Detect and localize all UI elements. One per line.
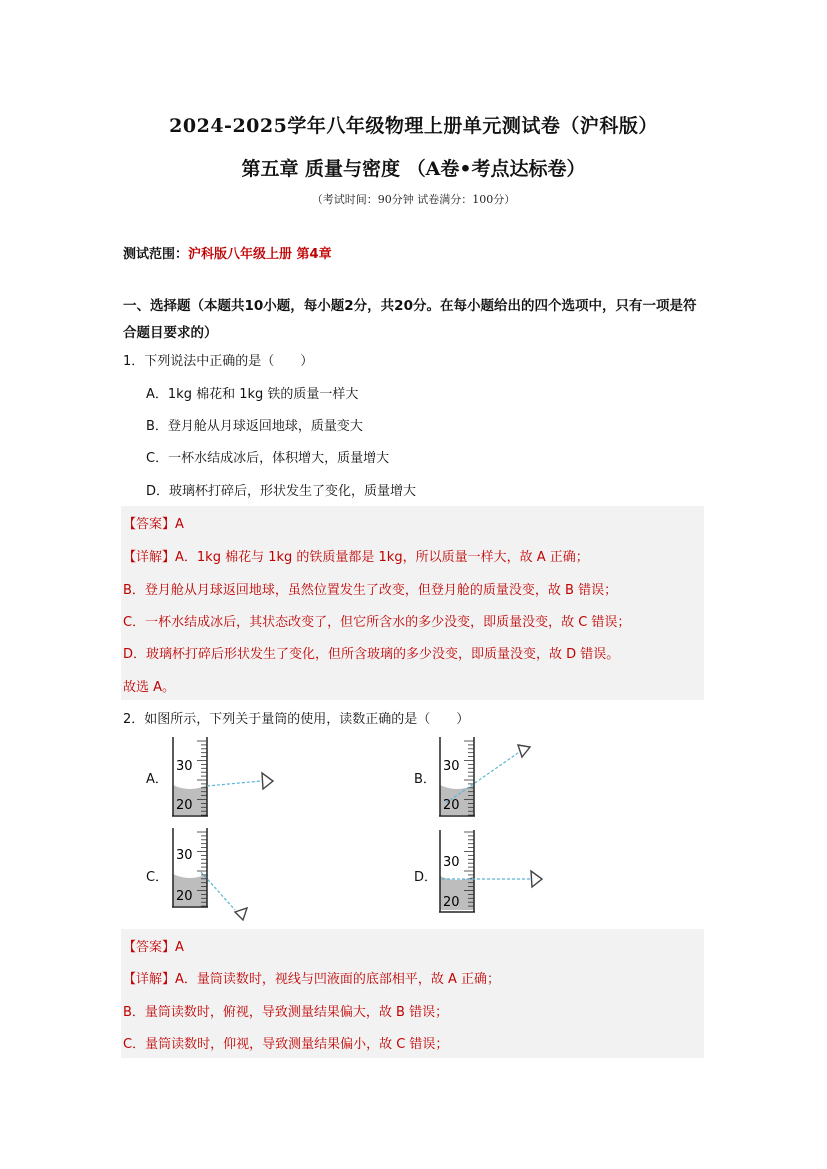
- q2-explanation-line: C．量筒读数时，仰视，导致测量结果偏小，故 C 错误；: [123, 1037, 449, 1052]
- q1-explanation-line: B．登月舱从月球返回地球，虽然位置发生了改变，但登月舱的质量没变，故 B 错误；: [123, 583, 618, 598]
- q2-figure-a: [165, 733, 285, 823]
- test-scope: [123, 243, 332, 262]
- scale-label-30: 30: [176, 848, 193, 863]
- eye-icon: [262, 773, 273, 789]
- graduated-cylinder: [172, 737, 208, 816]
- q1-explanation-line: 【详解】A．1kg 棉花与 1kg 的铁质量都是 1kg，所以质量一样大，故 A 正确；: [123, 550, 589, 565]
- scale-label-20: 20: [443, 798, 460, 813]
- exam-info: （考试时间：90分钟 试卷满分：100分）: [311, 193, 516, 206]
- q2-explanation-line: 【详解】A．量筒读数时，视线与凹液面的底部相平，故 A 正确；: [123, 972, 501, 987]
- scope-value: 沪科版八年级上册 第4章: [188, 247, 332, 262]
- q2-option-b-label: B．: [414, 772, 436, 787]
- q1-option-d: D．玻璃杯打碎后，形状发生了变化，质量增大: [146, 484, 417, 499]
- section-heading: 一、选择题（本题共10小题，每小题2分，共20分。在每小题给出的四个选项中，只有一项是符合题目要求的）: [123, 298, 697, 341]
- document-title: 2024-2025学年八年级物理上册单元测试卷（沪科版）: [169, 115, 658, 137]
- question-1-stem: 1．下列说法中正确的是（ ）: [123, 354, 314, 369]
- q2-option-d-label: D．: [414, 870, 438, 885]
- chapter-title: 第五章 质量与密度 （A卷•考点达标卷）: [241, 158, 586, 180]
- scale-label-20: 20: [176, 889, 193, 904]
- q1-answer-box: [121, 506, 704, 700]
- scope-label: 测试范围：: [123, 247, 189, 262]
- q1-explanation-line: C．一杯水结成冰后，其状态改变了，但它所含水的多少没变，即质量没变，故 C 错误；: [123, 615, 631, 630]
- q2-option-c-label: C．: [146, 870, 169, 885]
- q2-figure-c: [165, 824, 285, 924]
- q2-figure-b: [432, 733, 552, 823]
- q2-option-a-label: A．: [146, 772, 168, 787]
- sight-line: [207, 781, 261, 786]
- graduated-cylinder: [439, 737, 475, 816]
- graduated-cylinder: [172, 828, 208, 907]
- scale-label-20: 20: [443, 895, 460, 910]
- graduated-cylinder: [439, 830, 475, 912]
- q1-explanation-line: 故选 A。: [123, 680, 176, 695]
- eye-icon: [518, 745, 530, 757]
- q1-answer: 【答案】A: [123, 517, 184, 532]
- q2-answer: 【答案】A: [123, 940, 184, 955]
- scale-label-30: 30: [443, 855, 460, 870]
- question-2-stem: 2．如图所示，下列关于量筒的使用，读数正确的是（ ）: [123, 712, 470, 727]
- eye-icon: [531, 871, 542, 887]
- scale-label-30: 30: [176, 759, 193, 774]
- scale-label-30: 30: [443, 759, 460, 774]
- q1-option-b: B．登月舱从月球返回地球，质量变大: [146, 419, 363, 434]
- q2-figure-d: [432, 824, 552, 924]
- scale-label-20: 20: [176, 798, 193, 813]
- q2-explanation-line: B．量筒读数时，俯视，导致测量结果偏大，故 B 错误；: [123, 1005, 449, 1020]
- q1-explanation-line: D．玻璃杯打碎后形状发生了变化，但所含玻璃的多少没变，即质量没变，故 D 错误。: [123, 647, 620, 662]
- q1-option-a: A．1kg 棉花和 1kg 铁的质量一样大: [146, 387, 359, 402]
- q1-option-c: C．一杯水结成冰后，体积增大，质量增大: [146, 451, 390, 466]
- eye-icon: [235, 908, 247, 920]
